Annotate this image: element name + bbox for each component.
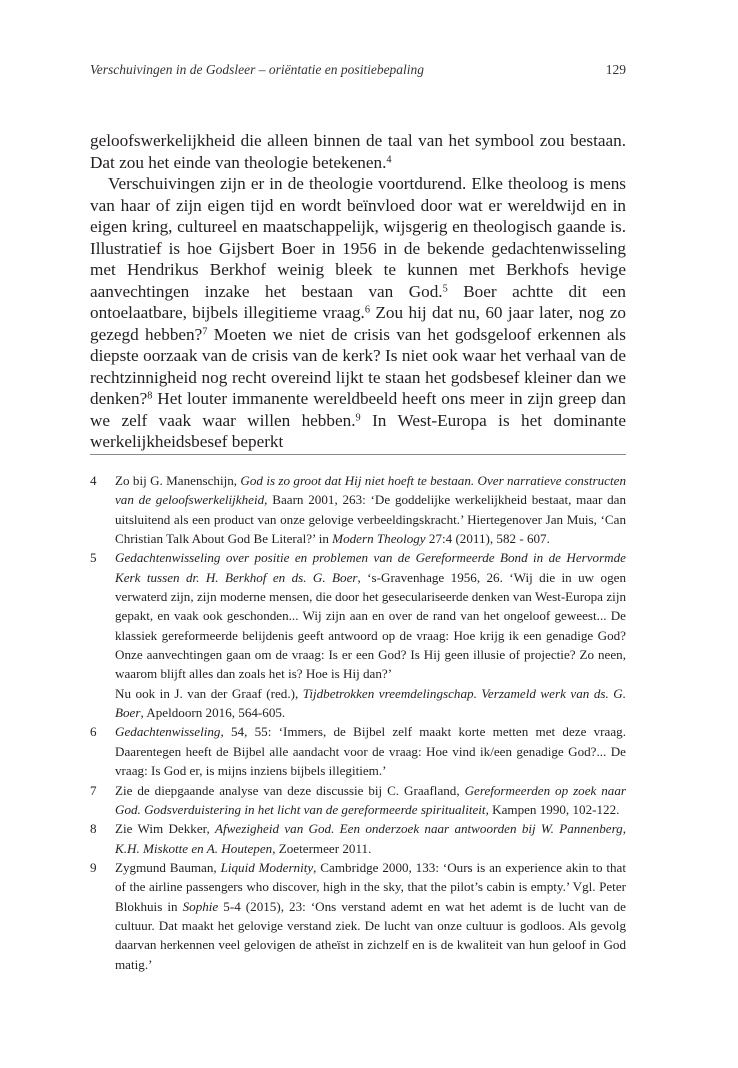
footnote-text xyxy=(115,781,626,820)
footnote-4-title: God is zo groot dat Hij niet hoeft te bestaan. Over narratieve constructen van de geloofswerkelijkheid xyxy=(115,473,626,508)
footnote-9-a: Zygmund Bauman, xyxy=(115,859,221,875)
footnote-4-a: Zo bij G. Manenschijn, xyxy=(115,473,241,488)
footnote-7-c: Kampen 1990, 102-122. xyxy=(488,801,620,817)
footnote-5-para-2 xyxy=(115,684,626,723)
footnote-number: 4 xyxy=(90,473,97,488)
footnote-6-title: Gedachtenwisseling, xyxy=(115,724,224,740)
footnote-8-title: Afwezigheid van God. Een onderzoek naar antwoorden bij W. Pannenberg, K.H. Miskotte en A. Houtepen xyxy=(115,821,626,856)
footnote-4 xyxy=(90,471,626,548)
footnotes xyxy=(90,471,626,974)
footnote-8-a: Zie Wim Dekker, xyxy=(115,821,216,837)
footnote-number: 6 xyxy=(90,724,97,740)
footnote-9-e: 5-4 (2015), 23: ‘Ons verstand ademt en wat het ademt is de lucht van de cultuur. Dat maakt het gelovige verstand ziek. De lucht van onze cultuur is godloos. Als gevolg daarvan herkennen veel gelovigen de atheïst in zichzelf en is de kwaliteit van hun geloof in God matig.’ xyxy=(115,898,626,972)
footnote-5-e: , Apeldoorn 2016, 564-605. xyxy=(140,705,286,721)
paragraph-2-part-5: Het louter immanente wereldbeeld heeft ons meer in zijn greep dan we zelf vaak waar willen hebben. xyxy=(90,389,626,430)
footnote-9-journal: Sophie xyxy=(182,898,219,914)
footnote-5-book: Tijdbetrokken vreemdelingschap. Verzameld werk van ds. G. Boer xyxy=(115,685,626,721)
main-text xyxy=(90,130,626,453)
footnote-number: 9 xyxy=(90,859,97,875)
footnote-ref-4[interactable]: 4 xyxy=(386,153,392,165)
footnote-ref-6[interactable]: 6 xyxy=(364,304,371,316)
footnote-7 xyxy=(90,781,626,820)
footnote-9-title: Liquid Modernity xyxy=(220,859,314,875)
footnote-text xyxy=(115,722,626,780)
footnote-ref-7[interactable]: 7 xyxy=(202,325,208,337)
paragraph-2-part-6: In West-Europa is het dominante werkelijkheidsbesef beperkt xyxy=(90,410,626,451)
footnote-text xyxy=(115,548,626,722)
footnote-8-c: , Zoetermeer 2011. xyxy=(272,840,372,856)
footnote-7-title: Gereformeerden op zoek naar God. Godsverduistering in het licht van de gereformeerde spiritualiteit, xyxy=(115,782,626,817)
footnote-number: 8 xyxy=(90,821,97,837)
footnote-5-b: , ‘s-Gravenhage 1956, 26. ‘Wij die in uw ogen verwaterd zijn, zijn moderne mensen, die door het geseculariseerde denken van West-Europa zijn gepakt, en vaak ook geschonden... Wij zijn aan en over de rand van het ongeloof geweest... De klassiek gereformeerde belijdenis geeft antwoord op de vraag: Hoe krijg ik een genadige God? Onze aanvechtingen gaan om de vraag: Is er een God? Is Hij geen illusie of projectie? Zo neen, waarom blijft alles dan zoals het is? Hoe is Hij dan?’ xyxy=(115,569,626,682)
footnote-7-a: Zie de diepgaande analyse van deze discussie bij C. Graafland, xyxy=(115,782,465,798)
footnote-number: 7 xyxy=(90,782,97,798)
footnote-8 xyxy=(90,819,626,858)
footnote-4-e: 27:4 (2011), 582 - 607. xyxy=(425,531,550,547)
footnote-4-c: , Baarn 2001, 263: ‘De goddelijke werkelijkheid bestaat, maar dan uitsluitend als een product van onze gelovige verbeeldingskracht.’ Hiertegenover Jan Muis, ‘Can Christian Talk About God Be Literal?’ in xyxy=(115,492,626,547)
footnote-text xyxy=(115,819,626,858)
footnote-9-c: , Cambridge 2000, 133: ‘Ours is an experience akin to that of the airline passengers who discover, high in the sky, that the pilot’s cabin is empty.’ Vgl. Peter Blokhuis in xyxy=(115,859,626,914)
footnote-number: 5 xyxy=(90,550,97,566)
footnote-6 xyxy=(90,722,626,780)
paragraph-2-part-4: Moeten we niet de crisis van het godsgeloof erkennen als diepste oorzaak van de crisis van de kerk? Is niet ook waar het verhaal van de rechtzinnigheid nog recht overeind lijkt te staan het godsbesef kleiner dan we denken? xyxy=(90,324,626,408)
footnote-text xyxy=(115,858,626,974)
page-number: 129 xyxy=(605,62,626,77)
footnote-5-title: Gedachtenwisseling over positie en problemen van de Gereformeerde Bond in de Hervormde Kerk tussen dr. H. Berkhof en ds. G. Boer xyxy=(115,550,626,585)
footnote-5-c: Nu ook in J. van der Graaf (red.), xyxy=(115,685,303,701)
paragraph-2-part-1: Verschuivingen zijn er in de theologie voortdurend. Elke theoloog is mens van haar of zijn eigen tijd en wordt beïnvloed door wat er wereldwijd en in eigen kring, cultureel en maatschappelijk, wijsgerig en theologisch gaande is. Illustratief is hoe Gijsbert Boer in 1956 in de bekende gedachtenwisseling met Hendrikus Berkhof weinig bleek te kunnen met Berkhofs hevige aanvechtingen inzake het bestaan van God. xyxy=(90,174,626,301)
footnote-ref-8[interactable]: 8 xyxy=(147,390,153,402)
running-header xyxy=(90,62,626,84)
footnote-5-para-1 xyxy=(115,548,626,683)
footnote-ref-5[interactable]: 5 xyxy=(442,282,448,294)
paragraph-2-part-3: Zou hij dat nu, 60 jaar later, nog zo gezegd hebben? xyxy=(90,303,626,344)
paragraph-2 xyxy=(90,173,626,453)
footnote-ref-9[interactable]: 9 xyxy=(355,411,361,423)
running-title: Verschuivingen in de Godsleer – oriëntatie en positiebepaling xyxy=(90,62,425,77)
paragraph-2-part-2: Boer achtte dit een ontoelaatbare, bijbels illegitieme vraag. xyxy=(90,281,626,322)
footnote-4-journal: Modern Theology xyxy=(332,531,426,547)
footnote-9 xyxy=(90,858,626,974)
footnote-text xyxy=(115,471,626,548)
footnote-separator xyxy=(90,454,626,455)
footnote-6-b: 54, 55: ‘Immers, de Bijbel zelf maakt korte metten met deze vraag. Daarentegen heeft de Bijbel alle aandacht voor de vraag: Hoe vind ik/een genadige God?... De vraag: Is God er, is mijns inziens bijbels illegitiem.’ xyxy=(115,724,626,779)
paragraph-1 xyxy=(90,130,626,173)
footnote-5 xyxy=(90,548,626,722)
paragraph-1-text: geloofswerkelijkheid die alleen binnen de taal van het symbool zou bestaan. Dat zou het einde van theologie betekenen. xyxy=(90,131,626,172)
